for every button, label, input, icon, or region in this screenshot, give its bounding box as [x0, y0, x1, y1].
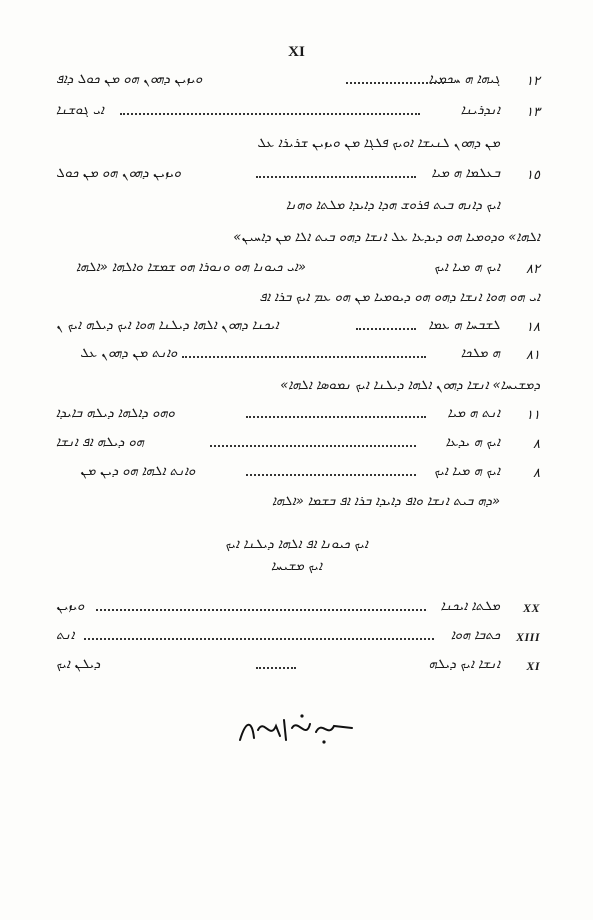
entry-text: ܐܢܬ: [56, 628, 75, 643]
toc-entry: [56, 657, 540, 681]
entry-text: ܐܝ ܓܘܫܢܐ: [56, 103, 104, 118]
entry-title: ܐܢܫܐ ܐܝܟ ܕܝܠܗ: [428, 657, 500, 672]
toc-entry: [56, 166, 540, 190]
entry-text: ܕܝܠܢ ܐܝܟ: [56, 657, 101, 672]
toc-entry: [56, 464, 540, 488]
toc-entry: [56, 103, 540, 127]
section-title: ܐܝܟ ܟܝܘܢܐ ܐܦ ܐܠܗܐ ܕܝܠܢܐ ܐܝܟ: [225, 537, 368, 552]
entry-number: ٨: [533, 466, 540, 481]
toc-entry: [56, 599, 540, 623]
dot-leader: [120, 111, 420, 115]
toc-continuation: ܐܝܟ ܕܐܢܗ ܒܝܬ ܦܪܘܫ ܗܕܐ ܕܐܝܕܐ ܡܠܬܐ ܘܗܢܐ: [285, 198, 500, 213]
entry-title: ܟܬܒܐ ܗܘܐ: [450, 628, 500, 643]
toc-entry: [56, 318, 540, 342]
entry-text: ܘܐܢܬ ܡܢ ܕܗܘܢ ܥܠ: [80, 346, 178, 361]
page-number: XI: [288, 44, 305, 60]
toc-entry: [56, 260, 540, 284]
entry-text: ܘܐܢܬ ܐܠܗܐ ܗܘ ܕܝܢ ܡܢ: [80, 464, 196, 479]
toc-continuation: ܡܢ ܕܗܘܢ ܠܢܝܫܐ ܐܘܝܟ ܦܠܓܐ ܡܢ ܘܝܙܝܢ ܫܪܝܪܐ ܥܠ: [257, 136, 500, 151]
entry-text: ܘܗܘ ܕܐܠܗܐ ܕܝܠܗ ܒܐܝܕܐ: [56, 406, 175, 421]
entry-title: ܓܝܗܐ ܗ ܚܟܡܝܐ: [428, 72, 500, 87]
dot-leader: [96, 607, 426, 611]
toc-entry: [56, 406, 540, 430]
entry-title: ܗ ܡܠܟܐ: [460, 346, 500, 361]
toc-continuation: «ܐܠܗܐ» ܘܕܘܡܝܐ ܗܘ ܕܝܕܥܐ ܥܠ ܐܢܫܐ ܕܗܘ ܒܝܬ ܐܠܐ ܡܢ ܕܐܚܝܢ: [233, 230, 540, 245]
entry-number: ١٢: [526, 74, 540, 89]
signature: [236, 710, 356, 746]
entry-number: ١١: [526, 408, 540, 423]
entry-title: ܐܝܟ ܗ ܝܕܥܐ: [445, 435, 500, 450]
dot-leader: [256, 174, 416, 178]
entry-title: ܐܝܟ ܗ ܡܝܐ ܐܝܟ: [433, 464, 500, 479]
dot-leader: [84, 636, 434, 640]
entry-title: ܠܫܒܚܐ ܗ ܥܡܐ: [428, 318, 500, 333]
entry-title: ܐܢܬ ܗ ܡܝܐ: [447, 406, 500, 421]
entry-number: ١٨: [526, 320, 540, 335]
entry-number: ٨: [533, 437, 540, 452]
entry-text: ܗܘ ܕܝܠܗ ܐܦ ܐܢܫܐ: [56, 435, 144, 450]
entry-text: ܘܝܙܝܢ: [56, 599, 85, 614]
entry-title: ܡܠܬܐ ܐܝܟܢܐ: [440, 599, 500, 614]
entry-text: ܐܝܟܢܐ ܕܗܘܢ ܐܠܗܐ ܕܝܠܢܐ ܗܘܐ ܐܝܟ ܕܝܠܗ ܐܝܟ ܢ: [56, 318, 279, 333]
entry-number: XIII: [515, 630, 540, 644]
dot-leader: [246, 472, 416, 476]
entry-text: ܘܝܙܝܢ ܕܗܘܢ ܗܘ ܡܢ ܟܘܠ: [56, 166, 181, 181]
dot-leader: [210, 443, 416, 447]
entry-text: ܐܝ ܟܝܘܢܐ ܗܘ ܘܢܘܪܐ ܗܘ ܫܡܫܐ ܘܐܠܗܐ «ܐܠܗܐ»: [76, 260, 306, 275]
toc-entry: [56, 346, 540, 370]
entry-title: ܒܥܠܡܐ ܗ ܡܝܐ: [431, 166, 500, 181]
entry-title: ܐܝܟ ܗ ܡܝܐ ܐܝܟ: [433, 260, 500, 275]
toc-continuation: «ܕܡܫܝܚܐ» ܐܢܫܐ ܕܗܘܢ ܐܠܗܐ ܕܝܠܢܐ ܐܝܟ ܢܡܘܣܐ ܐܠܗܐ: [280, 378, 540, 393]
dot-leader: [356, 326, 416, 330]
entry-text: ܘܝܙܝܢ ܕܗܘܢ ܗܘ ܡܢ ܟܘܠ ܕܐܦ: [56, 72, 203, 87]
entry-number: ١٣: [526, 105, 540, 120]
entry-number: ١٥: [526, 168, 540, 183]
dot-leader: [346, 80, 444, 84]
toc-entry: [56, 628, 540, 652]
entry-number: ٨٢: [526, 262, 540, 277]
entry-title: ܐܢܕܪܝܢܐ: [460, 103, 500, 118]
dot-leader: [182, 354, 426, 358]
entry-number: XI: [526, 659, 540, 673]
toc-continuation: ܕܗ ܒܝܬ ܐܢܫܐ ܘܐܦ ܕܐܝܕܐ ܒܪܐ ܐܦ ܒܫܡܐ «ܐܠܗܐ»: [272, 494, 500, 509]
toc-continuation: ܐܝ ܗܘ ܗܘܐ ܐܢܫܐ ܕܗܘ ܗܘ ܕܝܘܡܝܐ ܡܢ ܗܘ ܥܡ ܐܝܟ ܒܪܐ ܐܦ: [259, 290, 540, 305]
section-subtitle: ܐܝܟ ܡܫܝܚܐ: [271, 559, 322, 574]
entry-number: XX: [522, 601, 540, 615]
toc-entry: [56, 72, 540, 96]
dot-leader: [246, 414, 426, 418]
dot-leader: [256, 665, 296, 669]
toc-entry: [56, 435, 540, 459]
entry-number: ٨١: [526, 348, 540, 363]
